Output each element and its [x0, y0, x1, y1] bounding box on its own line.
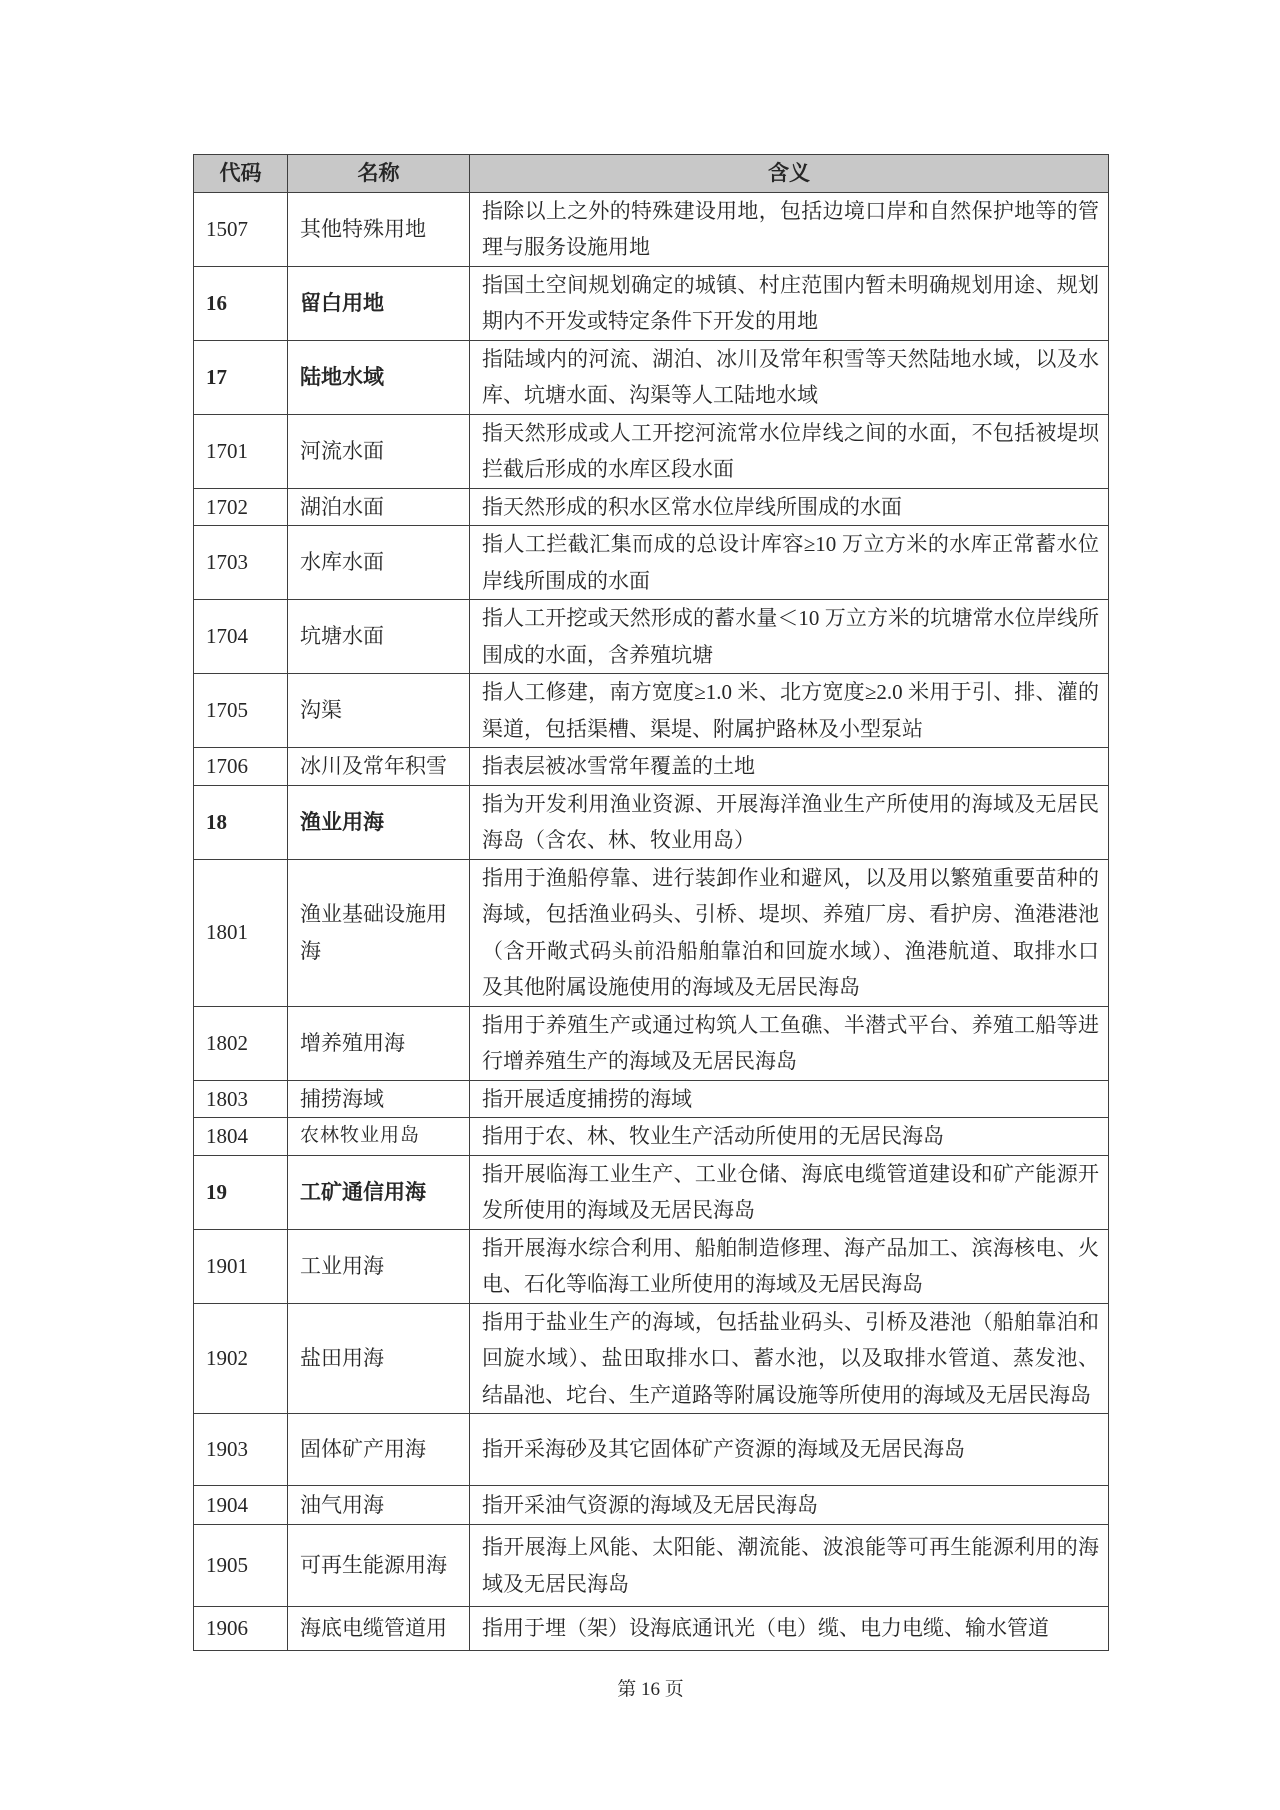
classification-table — [193, 154, 1109, 1651]
code-cell: 1903 — [194, 1414, 288, 1486]
meaning-cell: 指开采海砂及其它固体矿产资源的海域及无居民海岛 — [470, 1414, 1109, 1486]
meaning-cell: 指开展适度捕捞的海域 — [470, 1080, 1109, 1118]
code-cell: 1904 — [194, 1485, 288, 1525]
meaning-cell: 指用于农、林、牧业生产活动所使用的无居民海岛 — [470, 1118, 1109, 1156]
code-cell: 1705 — [194, 674, 288, 748]
meaning-cell: 指用于渔船停靠、进行装卸作业和避风，以及用以繁殖重要苗种的海域，包括渔业码头、引桥、堤坝、养殖厂房、看护房、渔港港池（含开敞式码头前沿船舶靠泊和回旋水域）、渔港航道、取排水口及其他附属设施使用的海域及无居民海岛 — [470, 859, 1109, 1006]
code-cell: 1704 — [194, 600, 288, 674]
name-cell: 湖泊水面 — [288, 488, 470, 526]
code-cell: 1905 — [194, 1525, 288, 1607]
code-cell: 1703 — [194, 526, 288, 600]
column-header-code: 代码 — [194, 155, 288, 193]
name-cell: 留白用地 — [288, 266, 470, 340]
table-row — [194, 785, 1109, 859]
code-cell: 1804 — [194, 1118, 288, 1156]
meaning-cell: 指除以上之外的特殊建设用地，包括边境口岸和自然保护地等的管理与服务设施用地 — [470, 192, 1109, 266]
meaning-cell: 指开展临海工业生产、工业仓储、海底电缆管道建设和矿产能源开发所使用的海域及无居民海岛 — [470, 1155, 1109, 1229]
name-cell: 固体矿产用海 — [288, 1414, 470, 1486]
meaning-cell: 指人工开挖或天然形成的蓄水量＜10 万立方米的坑塘常水位岸线所围成的水面，含养殖坑塘 — [470, 600, 1109, 674]
code-cell: 1901 — [194, 1229, 288, 1303]
name-cell: 水库水面 — [288, 526, 470, 600]
column-header-name: 名称 — [288, 155, 470, 193]
meaning-cell: 指用于埋（架）设海底通讯光（电）缆、电力电缆、输水管道 — [470, 1607, 1109, 1651]
header-row — [194, 155, 1109, 193]
table-row — [194, 1414, 1109, 1486]
page-number: 第 16 页 — [617, 1679, 684, 1700]
code-cell: 1701 — [194, 414, 288, 488]
name-cell: 冰川及常年积雪 — [288, 748, 470, 786]
table-row — [194, 266, 1109, 340]
meaning-cell: 指国土空间规划确定的城镇、村庄范围内暂未明确规划用途、规划期内不开发或特定条件下开发的用地 — [470, 266, 1109, 340]
table-row — [194, 340, 1109, 414]
meaning-cell: 指开采油气资源的海域及无居民海岛 — [470, 1485, 1109, 1525]
code-cell: 1802 — [194, 1006, 288, 1080]
name-cell: 其他特殊用地 — [288, 192, 470, 266]
name-cell: 盐田用海 — [288, 1303, 470, 1414]
code-cell: 1702 — [194, 488, 288, 526]
meaning-cell: 指天然形成的积水区常水位岸线所围成的水面 — [470, 488, 1109, 526]
page-footer — [193, 1675, 1108, 1705]
meaning-cell: 指为开发利用渔业资源、开展海洋渔业生产所使用的海域及无居民海岛（含农、林、牧业用岛） — [470, 785, 1109, 859]
table-row — [194, 674, 1109, 748]
code-cell: 16 — [194, 266, 288, 340]
name-cell: 坑塘水面 — [288, 600, 470, 674]
table-row — [194, 1118, 1109, 1156]
meaning-cell: 指天然形成或人工开挖河流常水位岸线之间的水面，不包括被堤坝拦截后形成的水库区段水面 — [470, 414, 1109, 488]
meaning-cell: 指开展海上风能、太阳能、潮流能、波浪能等可再生能源利用的海域及无居民海岛 — [470, 1525, 1109, 1607]
table-row — [194, 1006, 1109, 1080]
table-row — [194, 1525, 1109, 1607]
table-row — [194, 859, 1109, 1006]
table-row — [194, 526, 1109, 600]
name-cell: 河流水面 — [288, 414, 470, 488]
table-row — [194, 488, 1109, 526]
meaning-cell: 指用于养殖生产或通过构筑人工鱼礁、半潜式平台、养殖工船等进行增养殖生产的海域及无居民海岛 — [470, 1006, 1109, 1080]
name-cell: 可再生能源用海 — [288, 1525, 470, 1607]
code-cell: 1507 — [194, 192, 288, 266]
name-cell: 渔业基础设施用海 — [288, 859, 470, 1006]
table-row — [194, 1607, 1109, 1651]
name-cell: 沟渠 — [288, 674, 470, 748]
column-header-meaning: 含义 — [470, 155, 1109, 193]
name-cell: 渔业用海 — [288, 785, 470, 859]
name-cell: 农林牧业用岛 — [288, 1118, 470, 1156]
meaning-cell: 指陆域内的河流、湖泊、冰川及常年积雪等天然陆地水域，以及水库、坑塘水面、沟渠等人工陆地水域 — [470, 340, 1109, 414]
name-cell: 捕捞海域 — [288, 1080, 470, 1118]
table-header — [194, 155, 1109, 193]
table-row — [194, 414, 1109, 488]
meaning-cell: 指人工修建，南方宽度≥1.0 米、北方宽度≥2.0 米用于引、排、灌的渠道，包括渠槽、渠堤、附属护路林及小型泵站 — [470, 674, 1109, 748]
code-cell: 1906 — [194, 1607, 288, 1651]
name-cell: 工矿通信用海 — [288, 1155, 470, 1229]
meaning-cell: 指人工拦截汇集而成的总设计库容≥10 万立方米的水库正常蓄水位岸线所围成的水面 — [470, 526, 1109, 600]
code-cell: 1801 — [194, 859, 288, 1006]
meaning-cell: 指开展海水综合利用、船舶制造修理、海产品加工、滨海核电、火电、石化等临海工业所使用的海域及无居民海岛 — [470, 1229, 1109, 1303]
code-cell: 1902 — [194, 1303, 288, 1414]
table-row — [194, 1485, 1109, 1525]
code-cell: 18 — [194, 785, 288, 859]
code-cell: 1803 — [194, 1080, 288, 1118]
name-cell: 增养殖用海 — [288, 1006, 470, 1080]
table-row — [194, 1080, 1109, 1118]
code-cell: 1706 — [194, 748, 288, 786]
table-row — [194, 1229, 1109, 1303]
meaning-cell: 指用于盐业生产的海域，包括盐业码头、引桥及港池（船舶靠泊和回旋水域）、盐田取排水口、蓄水池，以及取排水管道、蒸发池、结晶池、坨台、生产道路等附属设施等所使用的海域及无居民海岛 — [470, 1303, 1109, 1414]
table-row — [194, 600, 1109, 674]
name-cell: 海底电缆管道用 — [288, 1607, 470, 1651]
table-row — [194, 1303, 1109, 1414]
name-cell: 陆地水域 — [288, 340, 470, 414]
code-cell: 19 — [194, 1155, 288, 1229]
table-row — [194, 192, 1109, 266]
name-cell: 油气用海 — [288, 1485, 470, 1525]
meaning-cell: 指表层被冰雪常年覆盖的土地 — [470, 748, 1109, 786]
table-row — [194, 1155, 1109, 1229]
name-cell: 工业用海 — [288, 1229, 470, 1303]
table-body — [194, 192, 1109, 1650]
table-row — [194, 748, 1109, 786]
code-cell: 17 — [194, 340, 288, 414]
